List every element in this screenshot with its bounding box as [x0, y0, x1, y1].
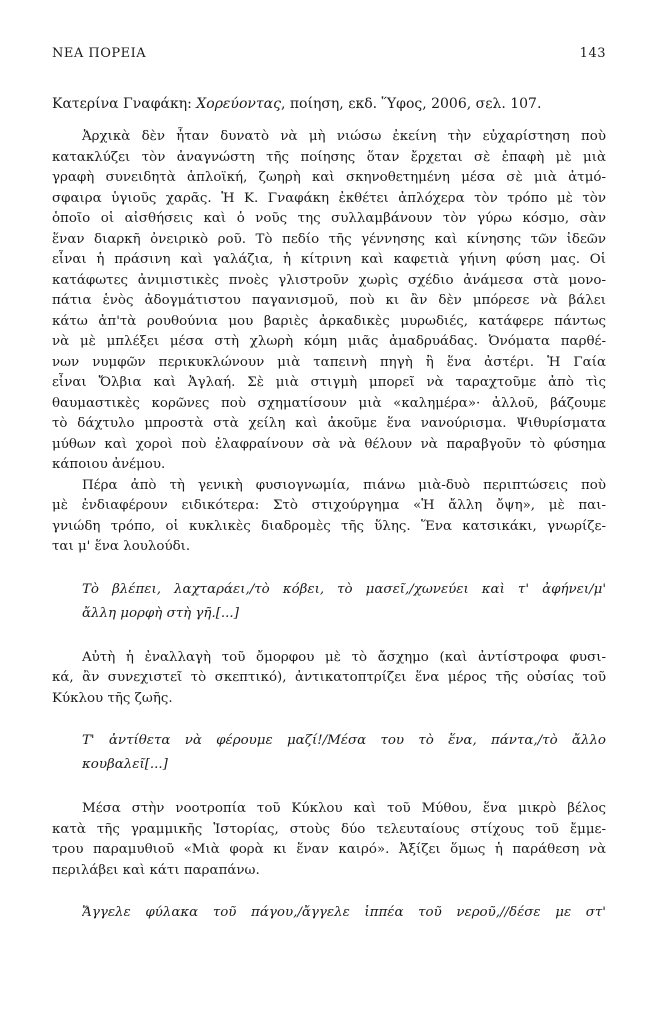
text-line: κατὰ τῆς γραμμικῆς Ἱστορίας, στοὺς δύο τελευταίους στίχους τοῦ ἔμμε- [52, 821, 606, 837]
quote-line: Ἄγγελε φύλακα τοῦ πάγου,/ἄγγελε ἱππέα τοῦ νεροῦ,//δέσε με στ' [82, 905, 606, 920]
text-line: κάποιου ἀνέμου. [52, 457, 166, 472]
journal-title: ΝΕΑ ΠΟΡΕΙΑ [52, 46, 147, 61]
paragraph-myth [52, 799, 606, 881]
quote-line: Τ' ἀντίθετα νὰ φέρουμε μαζί!/Μέσα του τὸ ἕνα, πάντα,/τὸ ἄλλο [82, 733, 606, 748]
text-line: περιλάβει καὶ κάτι παραπάνω. [52, 862, 260, 878]
text-line: νὰ μὲ μπλέξει μέσα στὴ χλωρὴ κόμη μιᾶς ἀμαδρυάδας. Ὀνόματα παρθέ- [52, 334, 606, 349]
poem-quote-1 [82, 578, 606, 626]
text-line: κάτω ἀπ'τὰ ρουθούνια μου βαριὲς ἀρκαδικὲς μυρωδιές, κατάφερε πάντως [52, 313, 606, 329]
text-line: θαυμαστικὲς κορῶνες ποὺ σχηματίσουν μιὰ «καλημέρα»· ἀλλοῦ, βάζουμε [52, 395, 606, 411]
article-body [52, 94, 606, 925]
text-line: πάτια ἑνὸς ἀδογμάτιστου παγανισμοῦ, ποὺ κι ἂν δὲν μπόρεσε νὰ βάλει [52, 293, 606, 308]
text-line: εἶναι Ὄλβια καὶ Ἀγλαή. Σὲ μιὰ στιγμὴ μπορεῖ νὰ ταραχτοῦμε ἀπὸ τὶς [52, 375, 606, 390]
poem-quote-2 [82, 729, 606, 777]
text-line: Ἀρχικὰ δὲν ἦταν δυνατὸ νὰ μὴ νιώσω ἐκείνη τὴν εὐχαρίστηση ποὺ [82, 129, 606, 144]
text-line: ται μ' ἕνα λουλούδι. [52, 539, 191, 554]
quote-line: κουβαλεῖ[...] [82, 757, 168, 772]
text-line: ὁποῖο οἱ αἰσθήσεις καὶ ὁ νοῦς της συλλαμβάνουν τὸν γύρω κόσμο, σὰν [52, 211, 606, 226]
text-line: Πέρα ἀπὸ τὴ γενικὴ φυσιογνωμία, πιάνω μιὰ-δυὸ περιπτώσεις ποὺ [82, 477, 606, 493]
reference-author: Κατερίνα Γναφάκη: [52, 96, 192, 112]
poem-quote-3 [82, 901, 606, 925]
text-line: τρου παραμυθιοῦ «Μιὰ φορὰ κι ἕναν καιρό». Ἀξίζει ὅμως ἡ παράθεση νὰ [52, 842, 606, 857]
text-line: μὲ ἐνδιαφέρουν ειδικότερα: Στὸ στιχούργημα «Ἡ ἄλλη ὄψη», μὲ παι- [52, 498, 606, 513]
text-line: κά, ἂν συνεχιστεῖ τὸ σκεπτικό), ἀντικατοπτρίζει ἕνα μέρος τῆς οὐσίας τοῦ [52, 670, 606, 685]
paragraph-cycle [52, 648, 606, 710]
text-line: Κύκλου τῆς ζωῆς. [52, 690, 173, 706]
text-line: νων νυμφῶν περικυκλώνουν μιὰ ταπεινὴ πηγὴ ἢ ἕνα ἀστέρι. Ἡ Γαία [52, 354, 606, 370]
text-line: γνιώδη τρόπο, οἱ κυκλικὲς διαδρομὲς τῆς ὕλης. Ἕνα κατσικάκι, γνωρίζε- [52, 518, 606, 534]
text-line: σφαιρα ὑγιοῦς χαρᾶς. Ἡ Κ. Γναφάκη ἐκθέτει ἀπλόχερα τὸν τρόπο μὲ τὸν [52, 190, 606, 206]
paragraph-cases [52, 476, 606, 558]
running-head [52, 46, 606, 66]
text-line: κατακλύζει τὸν ἀναγνώστη τῆς ποίησης ὅταν ἔρχεται σὲ ἐπαφὴ μὲ μιὰ [52, 149, 606, 165]
reference-book-title: Χορεύοντας [196, 96, 281, 112]
text-line: μύθων καὶ χοροὶ ποὺ ἐλαφραίνουν σὰ νὰ θέλουν νὰ παραβγοῦν τὸ φύσημα [52, 436, 606, 452]
text-line: εἶναι ἡ πράσινη καὶ γαλάζια, ἡ κίτρινη καὶ καφετιὰ γήινη φύση μας. Οἱ [52, 252, 606, 267]
quote-line: Τὸ βλέπει, λαχταράει,/τὸ κόβει, τὸ μασεῖ,/χωνεύει καὶ τ' ἀφήνει/μ' [82, 581, 606, 597]
page-number: 143 [579, 46, 606, 61]
text-line: τὸ δάχτυλο μπροστὰ στὰ χείλη καὶ ἀκοῦμε ἕνα νανούρισμα. Ψιθυρίσματα [52, 416, 606, 431]
text-line: Μέσα στὴν νοοτροπία τοῦ Κύκλου καὶ τοῦ Μύθου, ἕνα μικρὸ βέλος [82, 801, 606, 816]
reference-details: , ποίηση, εκδ. Ὕφος, 2006, σελ. 107. [280, 96, 542, 112]
paragraph-intro [52, 127, 606, 476]
text-line: ἕναν διαρκῆ ὀνειρικὸ ροῦ. Τὸ πεδίο τῆς γέννησης καὶ κίνησης τῶν ἰδεῶν [52, 231, 606, 247]
quote-line: ἄλλη μορφὴ στὴ γῆ.[...] [82, 605, 239, 621]
book-reference [52, 94, 606, 114]
text-line: κατάφωτες ἀνιμιστικὲς πνοὲς γλιστροῦν χωρὶς σχέδιο ἀνάμεσα στὰ μονο- [52, 272, 606, 288]
text-line: γραφὴ συνειδητὰ ἁπλοϊκή, ζωηρὴ καὶ σκηνοθετημένη μέσα σὲ μιὰ ἀτμό- [52, 170, 606, 185]
text-line: Αὐτὴ ἡ ἐναλλαγὴ τοῦ ὄμορφου μὲ τὸ ἄσχημο (καὶ ἀντίστροφα φυσι- [82, 649, 606, 665]
